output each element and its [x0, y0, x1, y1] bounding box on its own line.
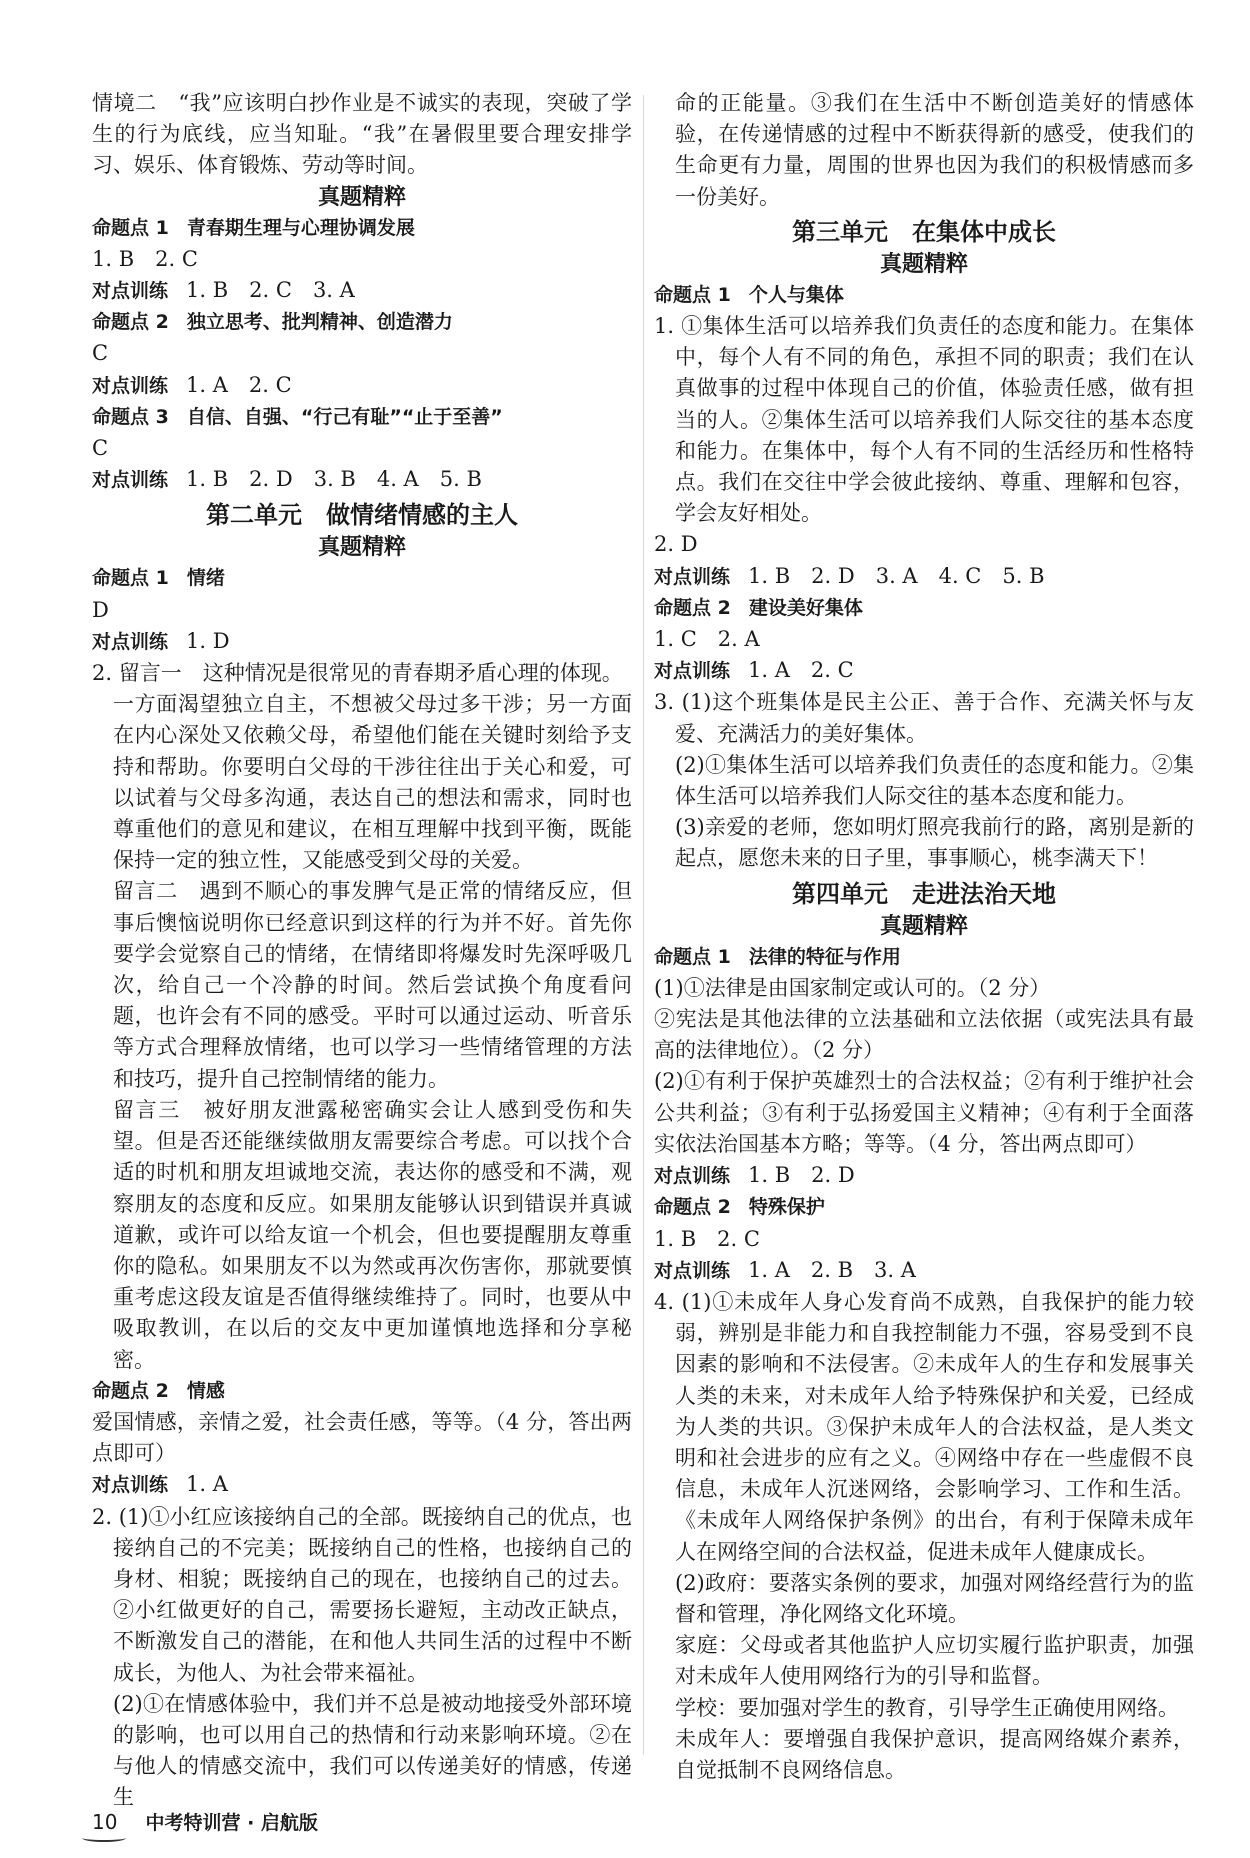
training-answers: 1. B 2. D 3. B 4. A 5. B	[186, 467, 482, 492]
book-title: 中考特训营 · 启航版	[145, 1812, 318, 1834]
section-heading: 真题精粹	[879, 251, 968, 277]
training-label: 对点训练	[92, 469, 169, 492]
topic-point	[92, 1376, 632, 1407]
message-1-body: 一方面渴望独立自主，不想被父母过多干涉；另一方面在内心深处又依赖父母，希望他们能在关键时刻给予支持和帮助。你要明白父母的干涉往往出于关心和爱，可以试着与父母多沟通，表达自己的想法和需求，同时也尊重他们的意见和建议，在相互理解中找到平衡，既能保持一定的独立性，又能感受到父母的关爱。	[113, 692, 632, 873]
topic-point	[92, 563, 632, 594]
page-footer	[92, 1808, 318, 1835]
answer-part: ②宪法是其他法律的立法基础和立法依据（或宪法具有最高的法律地位）。（2 分）	[654, 1007, 1194, 1063]
topic-point-title: 青春期生理与心理协调发展	[186, 216, 415, 239]
answer-line: C	[92, 341, 109, 366]
topic-point-title: 独立思考、批判精神、创造潜力	[186, 311, 453, 334]
training-label: 对点训练	[654, 1259, 731, 1282]
topic-point	[92, 307, 632, 338]
training-label: 对点训练	[92, 1474, 169, 1497]
answer-line: 1. B 2. C	[92, 246, 198, 271]
question-2b-part-2: (2)①在情感体验中，我们并不总是被动地接受外部环境的影响，也可以用自己的热情和行动来影响环境。②在与他人的情感交流中，我们可以传递美好的情感，传递生	[113, 1691, 632, 1810]
training-answers: 1. D	[186, 628, 230, 653]
training-answers: 1. B 2. C 3. A	[186, 278, 355, 303]
training-line	[92, 626, 632, 658]
question-4-part-2: (2)政府：要落实条例的要求，加强对网络经营行为的监督和管理，净化网络文化环境。	[675, 1570, 1194, 1626]
topic-point-label: 命题点 1	[92, 567, 169, 590]
training-line	[92, 275, 632, 307]
column-divider	[643, 95, 644, 1755]
unit-heading: 第二单元 做情绪情感的主人	[206, 501, 518, 530]
intro-paragraph: 情境二 “我”应该明白抄作业是不诚实的表现，突破了学生的行为底线，应当知耻。“我”在暑假里要合理安排学习、娱乐、体育锻炼、劳动等时间。	[92, 91, 632, 178]
topic-point-title: 情绪	[186, 567, 225, 590]
answer-line: 1. C 2. A	[654, 627, 760, 652]
topic-point-label: 命题点 2	[92, 311, 169, 334]
topic-point-title: 情感	[186, 1379, 225, 1402]
answer-line: 1. B 2. C	[654, 1226, 760, 1251]
training-label: 对点训练	[654, 565, 731, 588]
training-line	[654, 655, 1194, 687]
training-line	[654, 561, 1194, 593]
topic-point-title: 建设美好集体	[748, 596, 863, 619]
left-column	[92, 88, 632, 1814]
topic-point-title: 个人与集体	[748, 283, 844, 306]
training-answers: 1. A 2. B 3. A	[748, 1257, 916, 1282]
page-number: 10	[92, 1809, 118, 1834]
training-answers: 1. A 2. C	[748, 658, 854, 683]
topic-point-label: 命题点 1	[92, 216, 169, 239]
training-line	[654, 1160, 1194, 1192]
topic-point-label: 命题点 2	[654, 1196, 731, 1219]
topic-point	[92, 213, 632, 244]
question-3-part-2: (2)①集体生活可以培养我们负责任的态度和能力。②集体生活可以培养我们人际交往的基本态度和能力。	[675, 752, 1194, 809]
training-answers: 1. B 2. D	[748, 1163, 855, 1188]
topic-point	[654, 942, 1194, 973]
right-column	[654, 88, 1194, 1786]
unit-heading: 第四单元 走进法治天地	[792, 879, 1056, 908]
question-3-part-3: (3)亲爱的老师，您如明灯照亮我前行的路，离别是新的起点，愿您未来的日子里，事事顺心，桃李满天下！	[675, 815, 1194, 871]
answer-part: (1)①法律是由国家制定或认可的。（2 分）	[654, 975, 1051, 1000]
training-label: 对点训练	[92, 280, 169, 303]
topic-point-label: 命题点 3	[92, 405, 169, 428]
training-line	[92, 1469, 632, 1501]
section-heading: 真题精粹	[317, 535, 406, 561]
topic-point-label: 命题点 1	[654, 945, 731, 968]
topic-point-title: 特殊保护	[748, 1196, 825, 1219]
topic-point	[654, 1192, 1194, 1223]
training-label: 对点训练	[654, 1165, 731, 1188]
question-1: 1. ①集体生活可以培养我们负责任的态度和能力。在集体中，每个人有不同的角色，承担不同的职责；我们在认真做事的过程中体现自己的价值，体验责任感，做有担当的人。②集体生活可以培养我们人际交往的基本态度和能力。在集体中，每个人有不同的生活经历和性格特点。我们在交往中学会彼此接纳、尊重、理解和包容，学会友好相处。	[654, 314, 1194, 526]
training-answers: 1. B 2. D 3. A 4. C 5. B	[748, 563, 1045, 588]
training-label: 对点训练	[654, 660, 731, 683]
topic-point	[92, 402, 632, 433]
question-4-part-1: 4. (1)①未成年人身心发育尚不成熟，自我保护的能力较弱，辨别是非能力和自我控制能力不强，容易受到不良因素的影响和不法侵害。②未成年人的生存和发展事关人类的未来，对未成年人给予特殊保护和关爱，已经成为人类的共识。③保护未成年人的合法权益，是人类文明和社会进步的应有之义。④网络中存在一些虚假不良信息，未成年人沉迷网络，会影响学习、工作和生活。《未成年人网络保护条例》的出台，有利于保障未成年人在网络空间的合法权益，促进未成年人健康成长。	[654, 1289, 1194, 1564]
topic-point-title: 自信、自强、“行己有耻”“止于至善”	[186, 405, 503, 428]
training-answers: 1. A	[186, 1472, 228, 1497]
message-2: 留言二 遇到不顺心的事发脾气是正常的情绪反应，但事后懊恼说明你已经意识到这样的行为并不好。首先你要学会觉察自己的情绪，在情绪即将爆发时先深呼吸几次，给自己一个冷静的时间。然后尝试换个角度看问题，也许会有不同的感受。平时可以通过运动、听音乐等方式合理释放情绪，也可以学习一些情绪管理的方法和技巧，提升自己控制情绪的能力。	[113, 879, 632, 1091]
answer-line: 爱国情感，亲情之爱，社会责任感，等等。（4 分，答出两点即可）	[92, 1409, 632, 1466]
training-answers: 1. A 2. C	[186, 372, 292, 397]
section-heading: 真题精粹	[879, 913, 968, 939]
training-line	[654, 1255, 1194, 1287]
question-4-part-5: 未成年人：要增强自我保护意识，提高网络媒介素养，自觉抵制不良网络信息。	[675, 1726, 1194, 1782]
topic-point-label: 命题点 1	[654, 283, 731, 306]
topic-point	[654, 280, 1194, 311]
training-label: 对点训练	[92, 630, 169, 653]
continued-paragraph: 命的正能量。③我们在生活中不断创造美好的情感体验，在传递情感的过程中不断获得新的感受，使我们的生命更有力量，周围的世界也因为我们的积极情感而多一份美好。	[675, 91, 1194, 209]
topic-point-label: 命题点 2	[92, 1379, 169, 1402]
question-3-part-1: 3. (1)这个班集体是民主公正、善于合作、充满关怀与友爱、充满活力的美好集体。	[654, 690, 1194, 746]
message-3: 留言三 被好朋友泄露秘密确实会让人感到受伤和失望。但是否还能继续做朋友需要综合考虑。可以找个合适的时机和朋友坦诚地交流，表达你的感受和不满，观察朋友的态度和反应。如果朋友能够认识到错误并真诚道歉，或许可以给友谊一个机会，但也要提醒朋友尊重你的隐私。如果朋友不以为然或再次伤害你，那就要慎重考虑这段友谊是否值得继续维持了。同时，也要从中吸取教训，在以后的交友中更加谨慎地选择和分享秘密。	[113, 1097, 632, 1372]
answer-part: (2)①有利于保护英雄烈士的合法权益；②有利于维护社会公共利益；③有利于弘扬爱国主义精神；④有利于全面落实依法治国基本方略；等等。（4 分，答出两点即可）	[654, 1069, 1194, 1156]
question-4-part-4: 学校：要加强对学生的教育，引导学生正确使用网络。	[675, 1695, 1179, 1720]
answer-line: D	[92, 597, 109, 622]
question-2b-part-1: 2. (1)①小红应该接纳自己的全部。既接纳自己的优点，也接纳自己的不完美；既接纳自己的性格，也接纳自己的身材、相貌；既接纳自己的现在，也接纳自己的过去。②小红做更好的自己，需要扬长避短，主动改正缺点，不断激发自己的潜能，在和他人共同生活的过程中不断成长，为他人、为社会带来福祉。	[92, 1504, 632, 1685]
section-heading: 真题精粹	[317, 184, 406, 210]
question-4-part-3: 家庭：父母或者其他监护人应切实履行监护职责，加强对未成年人使用网络行为的引导和监督。	[675, 1633, 1194, 1689]
training-label: 对点训练	[92, 374, 169, 397]
training-line	[92, 370, 632, 402]
question-2-first-line: 2. 留言一 这种情况是很常见的青春期矛盾心理的体现。	[92, 661, 623, 686]
answer-line: C	[92, 436, 109, 461]
topic-point-label: 命题点 2	[654, 596, 731, 619]
unit-heading: 第三单元 在集体中成长	[792, 217, 1056, 246]
topic-point-title: 法律的特征与作用	[748, 945, 901, 968]
training-line	[92, 464, 632, 496]
question-2: 2. D	[654, 532, 698, 557]
topic-point	[654, 593, 1194, 624]
